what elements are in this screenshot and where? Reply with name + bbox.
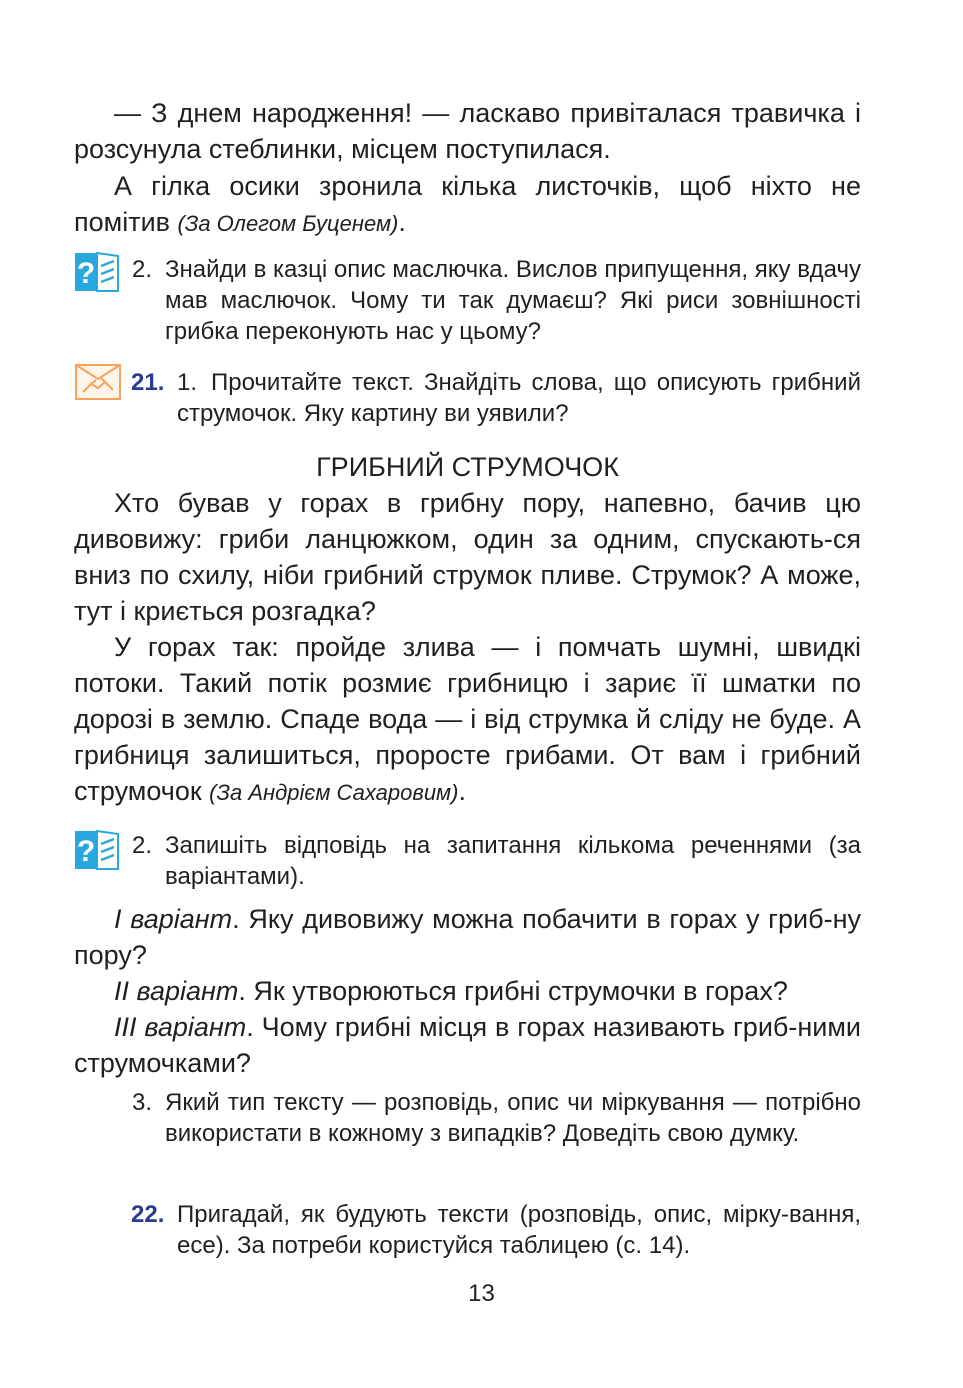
pair-work-icon [74,363,122,401]
variant-2: II варіант. Як утворюються грибні струмочки в горах? [114,976,788,1006]
exercise-22-instruction: Пригадай, як будують тексти (розповідь, опис, мірку-вання, есе). За потреби користуйся таблицею (с. 14). [177,1201,861,1259]
story-paragraph-2: У горах так: пройде злива — і помчать шумні, швидкі потоки. Такий потік розмиє грибницю і зариє її шматки по дорозі в землю. Спаде вода — і від струмка й сліду не буде. А грибниця залишиться, проросте грибами. От вам і грибний струмочок (За Андрієм Сахаровим). [74,632,861,806]
exercise-number-22: 22. [131,1201,165,1228]
subtask-number: 1. [177,369,198,396]
task-number: 2. [132,832,153,859]
task-fairy-tale: Знайди в казці опис маслючка. Вислов припущення, яку вдачу мав маслючок. Чому ти так думаєш? Які риси зовнішності грибка переконують нас у цьому? [165,256,861,345]
source-citation: (За Олегом Буценем) [177,211,399,236]
task-number: 2. [132,256,153,283]
page-number: 13 [468,1280,495,1307]
exercise-21-instruction: Прочитайте текст. Знайдіть слова, що описують грибний струмочок. Яку картину ви уявили? [177,369,861,427]
story-title: ГРИБНИЙ СТРУМОЧОК [316,452,619,482]
task-answer-variants: Запишіть відповідь на запитання кількома реченнями (за варіантами). [165,832,861,890]
paragraph-intro: — З днем народження! — ласкаво привіталася травичка і розсунула стеблинки, місцем поступилася. [74,98,861,164]
exercise-number-21: 21. [131,369,165,396]
variant-3: III варіант. Чому грибні місця в горах називають гриб-ними струмочками? [74,1012,861,1078]
variant-1: I варіант. Яку дивовижу можна побачити в горах у гриб-ну пору? [74,904,861,970]
task-text-type: Який тип тексту — розповідь, опис чи міркування — потрібно використати в кожному з випадків? Доведіть свою думку. [165,1089,861,1147]
paragraph-aspen: А гілка осики зронила кілька листочків, щоб ніхто не помітив (За Олегом Буценем). [74,171,861,237]
story-paragraph-1: Хто бував у горах в грибну пору, напевно, бачив цю дивовижу: гриби ланцюжком, один за одним, спускають-ся вниз по схилу, ніби грибний струмок пливе. Струмок? А може, тут і криється розгадка? [74,488,861,626]
svg-text:?: ? [76,835,96,868]
source-citation: (За Андрієм Сахаровим) [209,780,459,805]
question-book-icon [74,252,120,292]
question-book-icon [74,830,120,870]
svg-text:?: ? [76,257,96,290]
task-number: 3. [132,1089,153,1116]
